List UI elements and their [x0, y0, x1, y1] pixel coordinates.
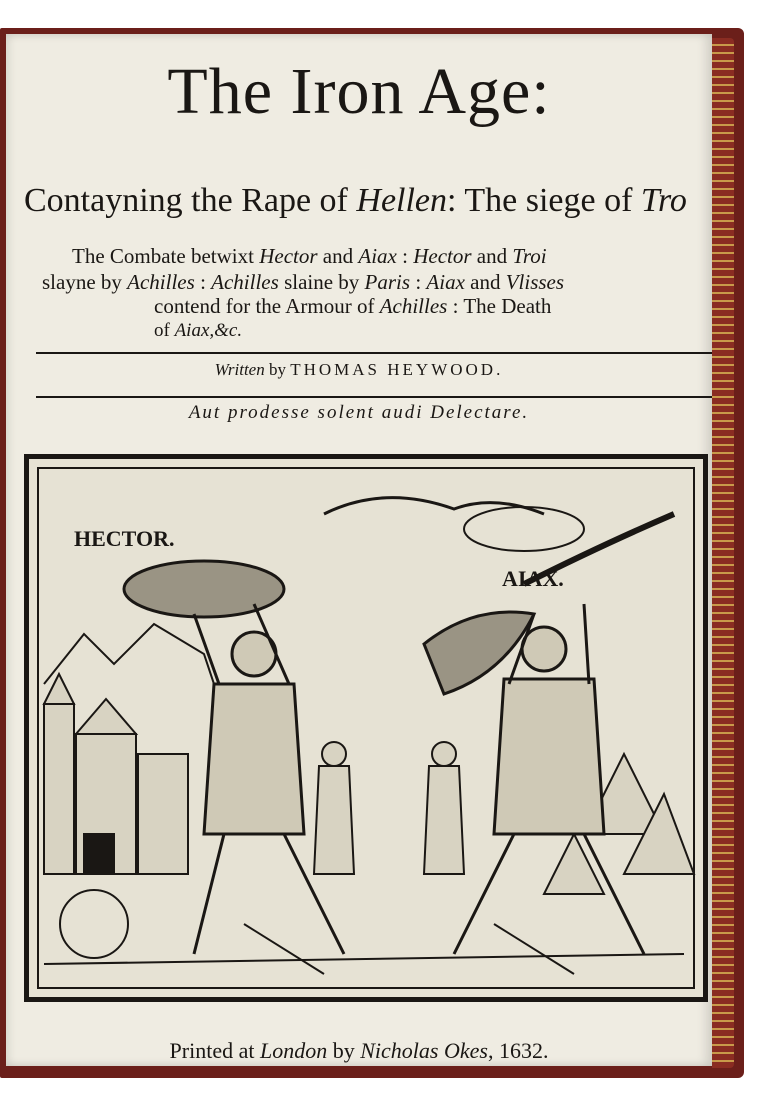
subtitle-text: : The Death: [447, 294, 552, 318]
subtitle-text: and: [471, 244, 513, 268]
subtitle-text: and: [317, 244, 359, 268]
woodcut-illustration: [24, 454, 708, 1002]
woodcut-svg: [24, 454, 708, 1002]
subtitle-text: : The siege of: [447, 182, 641, 219]
subtitle-text: slaine by: [278, 270, 365, 294]
imprint-italic: London: [259, 1038, 328, 1063]
byline: [6, 360, 712, 380]
byline-by: by: [264, 360, 291, 379]
imprint-text: Printed at: [169, 1038, 260, 1063]
author-name: THOMAS HEYWOOD.: [290, 360, 504, 379]
subtitle-italic: Vlisses: [505, 270, 565, 294]
byline-written: Written: [214, 360, 265, 379]
subtitle-italic: Aiax,&c.: [174, 320, 243, 341]
subtitle-text: and: [464, 270, 506, 294]
subtitle-line-2: [72, 244, 712, 269]
subtitle-italic: Paris: [364, 270, 411, 294]
subtitle-text: contend for the Armour of: [154, 294, 380, 318]
imprint-text: , 1632.: [487, 1038, 549, 1063]
subtitle-italic: Achilles: [379, 294, 448, 318]
subtitle-text: The Combate betwixt: [72, 244, 260, 268]
subtitle-text: Contayning the Rape of: [24, 182, 357, 219]
gilt-page-edge: [712, 38, 734, 1068]
subtitle-text: :: [410, 270, 427, 294]
subtitle-italic: Achilles: [127, 270, 195, 294]
divider-rule-top: [36, 352, 712, 354]
subtitle-italic: Troi: [512, 244, 547, 268]
title-page: [6, 34, 712, 1066]
subtitle-line-4: [154, 294, 712, 319]
subtitle-italic: Hellen: [356, 182, 448, 219]
subtitle-text: :: [396, 244, 414, 268]
imprint: [6, 1038, 712, 1064]
subtitle-line-1: [24, 182, 712, 220]
subtitle-text: :: [194, 270, 212, 294]
imprint-text: by: [327, 1038, 361, 1063]
divider-rule-bottom: [36, 396, 712, 398]
subtitle-line-5-render: [154, 320, 712, 342]
subtitle-italic: Aiax: [358, 244, 397, 268]
label-hector: HECTOR.: [74, 526, 175, 551]
subtitle-italic: Achilles: [211, 270, 279, 294]
subtitle-text: of: [154, 320, 175, 341]
motto: Aut prodesse solent audi Delectare.: [188, 402, 530, 423]
subtitle-italic: Tro: [640, 182, 687, 219]
subtitle-italic: Aiax: [426, 270, 465, 294]
imprint-italic: Nicholas Okes: [360, 1038, 488, 1063]
subtitle-italic: Hector: [413, 244, 472, 268]
subtitle-line-3: [42, 270, 712, 295]
subtitle-text: slayne by: [42, 270, 128, 294]
page-title: The Iron Age:: [167, 55, 551, 128]
label-aiax: AIAX.: [502, 566, 564, 591]
subtitle-italic: Hector: [259, 244, 318, 268]
